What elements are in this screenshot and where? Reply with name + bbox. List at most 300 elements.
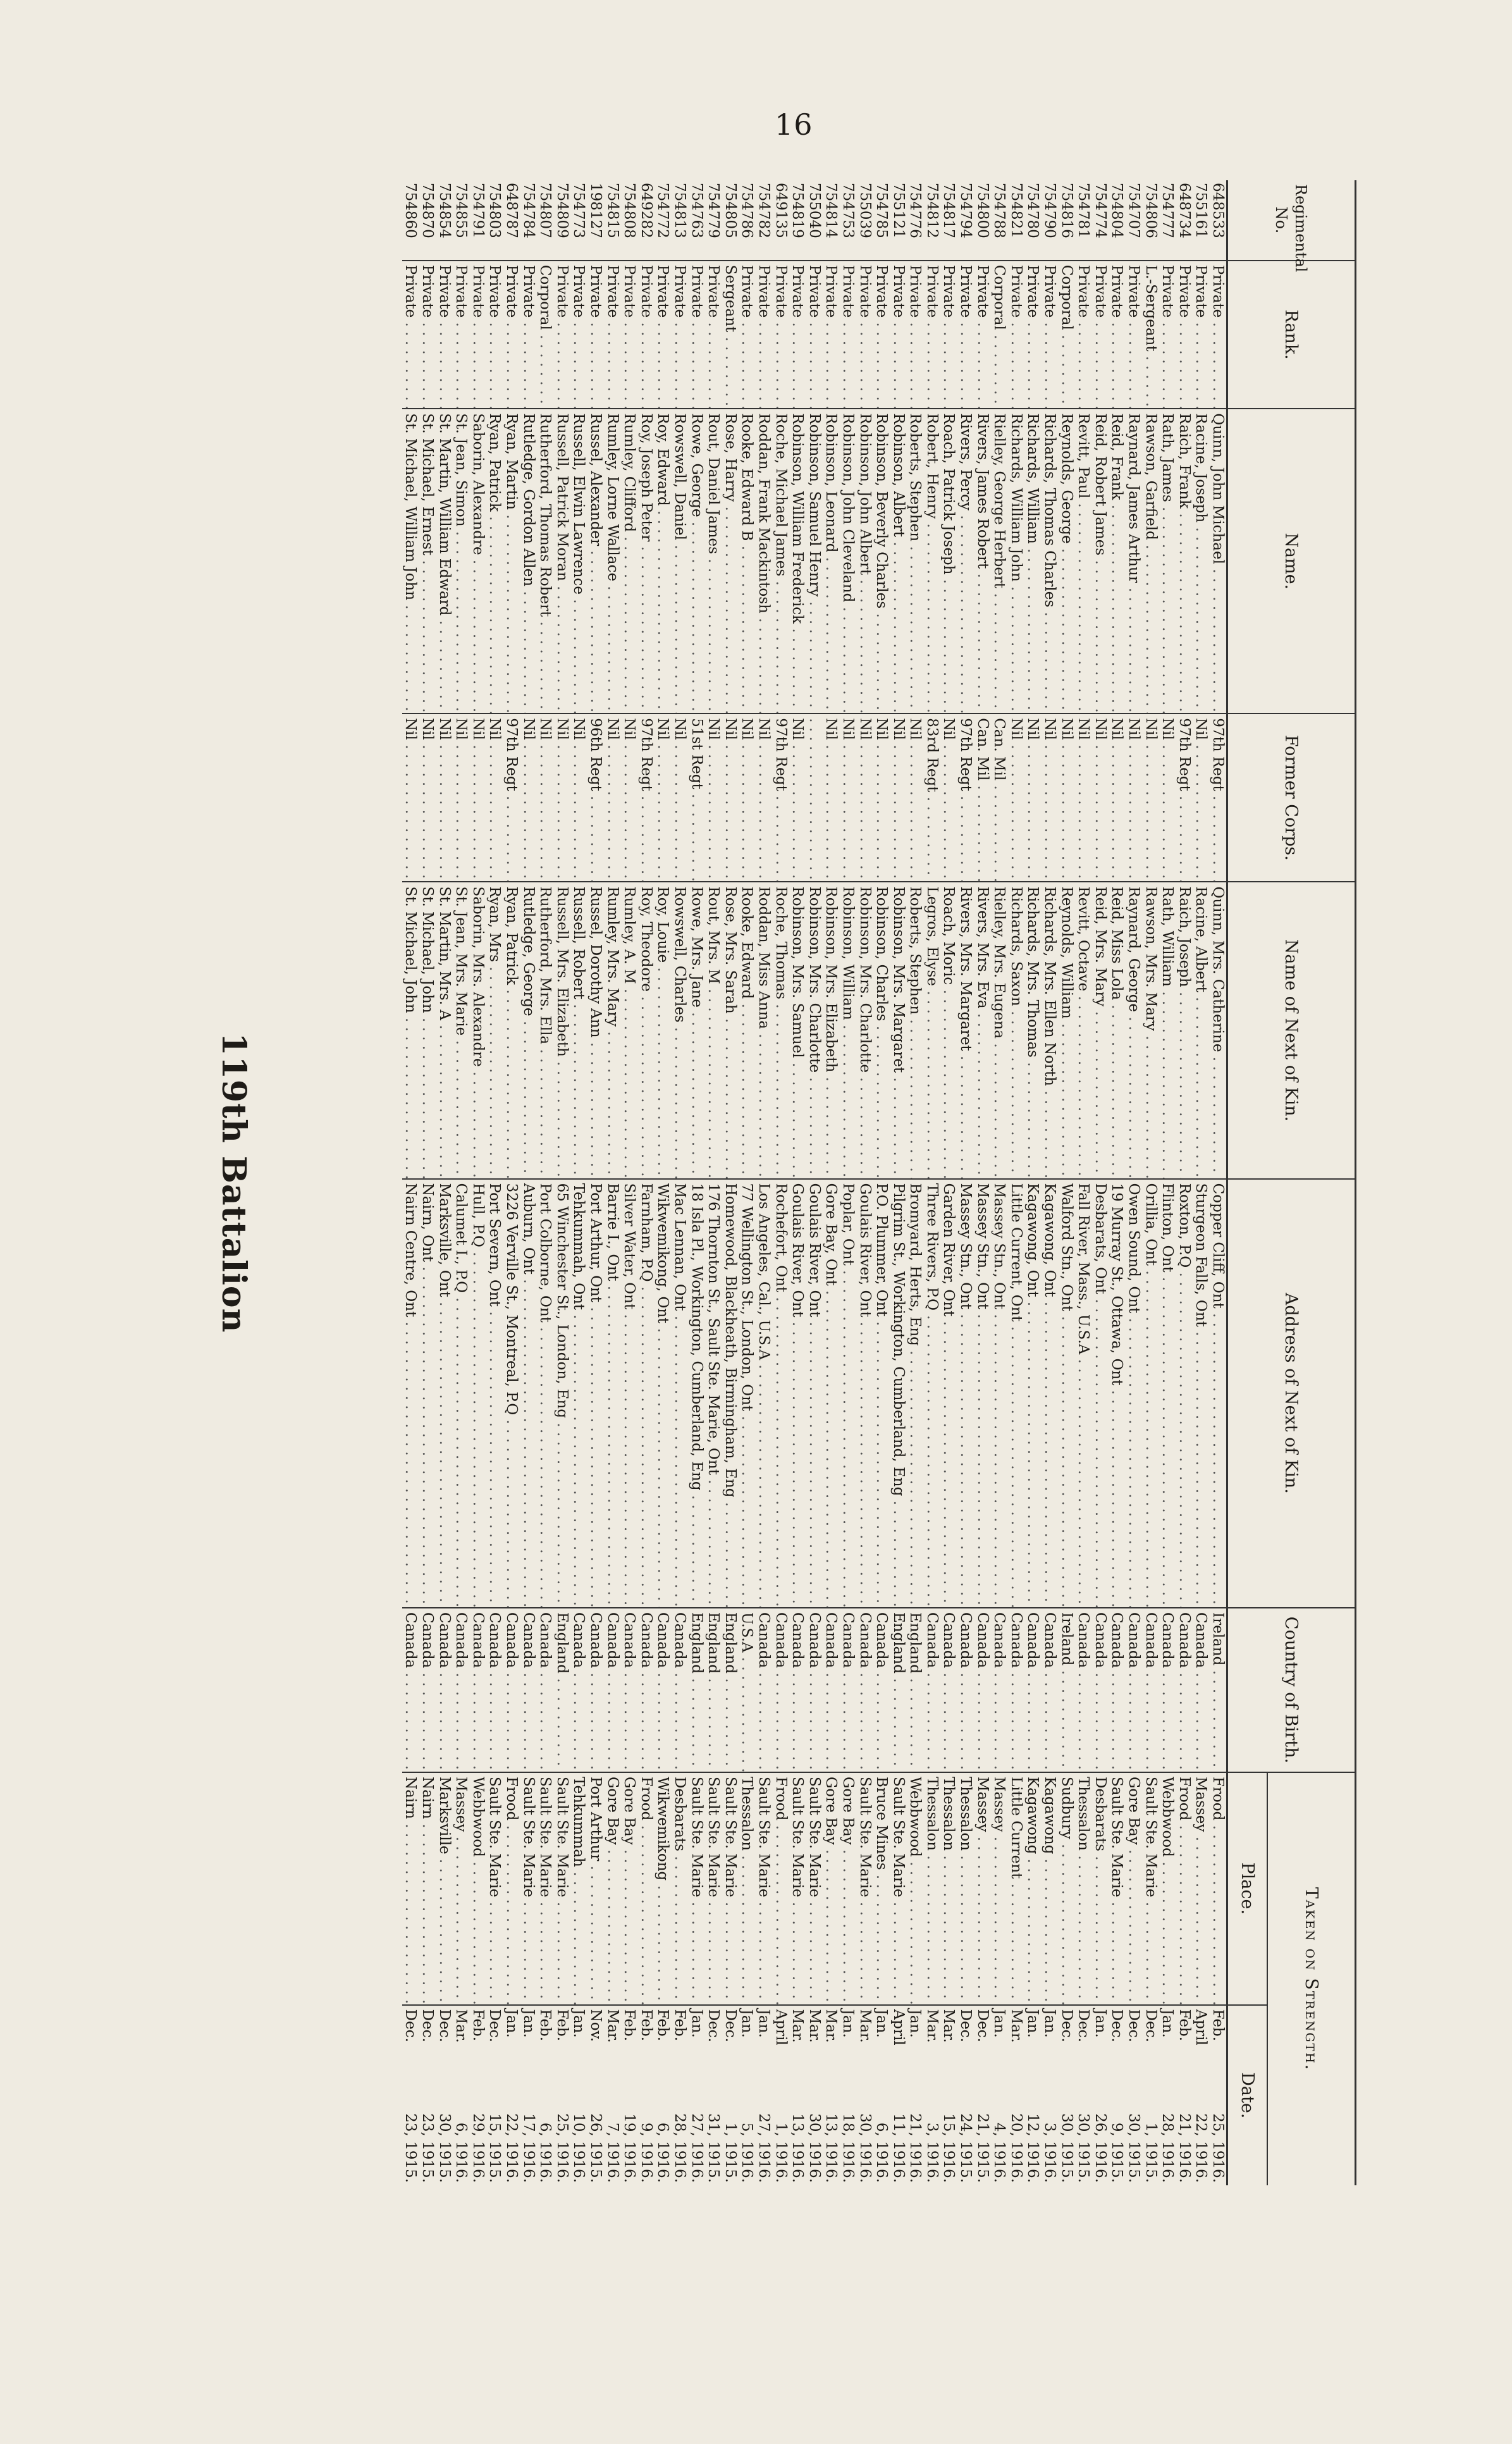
table-row [1109, 180, 1126, 2185]
regimental-no-cell: 754814 [823, 180, 840, 261]
date-cell [1142, 2005, 1159, 2185]
address-cell: 19 Murray St., Ottawa, Ont . . . [1109, 1179, 1126, 1608]
date-day-year: 9, 1916. [637, 2122, 655, 2183]
place-cell: Sault Ste. Marie . . . [553, 1772, 570, 2005]
date-cell [1193, 2005, 1210, 2185]
regimental-no-cell: 649282 [637, 180, 655, 261]
date-day-year: 23, 1915. [419, 2113, 436, 2183]
rank-cell: Private . . . [907, 261, 924, 409]
next-of-kin-cell: Robinson, Mrs. Samuel . . . [789, 882, 806, 1178]
name-cell: Revitt, Paul . . . [1075, 409, 1092, 713]
name-cell: Rout, Daniel James . . . [705, 409, 722, 713]
roster-table [402, 180, 1356, 2185]
name-cell: Rooke, Edward B . . . [739, 409, 756, 713]
place-cell: Nairn . . . [402, 1772, 419, 2005]
rank-cell: Private . . . [1209, 261, 1227, 409]
table-row [823, 180, 840, 2185]
regimental-no-cell: 754790 [1041, 180, 1058, 261]
table-row [419, 180, 436, 2185]
date-cell [604, 2005, 621, 2185]
regimental-no-cell: 648734 [1176, 180, 1193, 261]
former-corps-cell: Nil . . . [839, 713, 856, 882]
former-corps-cell: Nil . . . [890, 713, 907, 882]
name-cell: Russell, Elwin Lawrence . . . [570, 409, 587, 713]
next-of-kin-cell: Raich, Joseph . . . [1176, 882, 1193, 1178]
name-cell: Rutledge, Gordon Allen . . . [520, 409, 537, 713]
date-cell [739, 2005, 756, 2185]
date-month: Jan. [688, 2009, 705, 2038]
table-row [772, 180, 789, 2185]
next-of-kin-cell: Rutledge, George . . . [520, 882, 537, 1178]
name-cell: Rivers, James Robert . . . [974, 409, 991, 713]
rank-cell: Private . . . [671, 261, 688, 409]
address-cell: Kagawong, Ont . . . [1041, 1179, 1058, 1608]
date-day-year: 21, 1916. [1176, 2113, 1193, 2183]
next-of-kin-cell: Racine, Albert . . . [1193, 882, 1210, 1178]
name-cell: Russel, Alexander . . . [587, 409, 604, 713]
place-cell: Webbwood . . . [1159, 1772, 1176, 2005]
regimental-no-cell: 198127 [587, 180, 604, 261]
rank-cell: Private . . . [823, 261, 840, 409]
country-cell: England . . . [907, 1608, 924, 1772]
table-row [453, 180, 470, 2185]
next-of-kin-cell: St. Martin, Mrs. A . . . [436, 882, 453, 1178]
regimental-no-cell: 648787 [503, 180, 520, 261]
rank-cell: Private . . . [486, 261, 503, 409]
name-cell: Robinson, Albert . . . [890, 409, 907, 713]
date-month: Feb. [621, 2009, 638, 2042]
regimental-no-cell: 755040 [806, 180, 823, 261]
address-cell: Three Rivers, P.Q . . . [923, 1179, 940, 1608]
place-cell: Kagawong . . . [1024, 1772, 1042, 2005]
table-row [604, 180, 621, 2185]
date-day-year: 20, 1916. [1007, 2113, 1024, 2183]
regimental-no-cell: 754816 [1058, 180, 1075, 261]
date-day-year: 12, 1916. [1024, 2113, 1042, 2183]
name-cell: Robinson, John Cleveland . . . [839, 409, 856, 713]
country-cell: Canada . . . [469, 1608, 486, 1772]
country-cell: Canada . . . [402, 1608, 419, 1772]
date-cell [890, 2005, 907, 2185]
address-cell: Massey Stn., Ont . . . [974, 1179, 991, 1608]
address-cell: Little Current, Ont . . . [1007, 1179, 1024, 1608]
country-cell: Canada . . . [772, 1608, 789, 1772]
rank-cell: Private . . . [453, 261, 470, 409]
place-cell: Frood . . . [503, 1772, 520, 2005]
address-cell: Wikwemikong, Ont . . . [655, 1179, 672, 1608]
rank-cell: Private . . . [974, 261, 991, 409]
table-row [1159, 180, 1176, 2185]
country-cell: Canada . . . [453, 1608, 470, 1772]
date-cell [419, 2005, 436, 2185]
next-of-kin-cell: Quinn, Mrs. Catherine . . . [1209, 882, 1227, 1178]
rank-cell: Private . . . [503, 261, 520, 409]
country-cell: Canada . . . [1024, 1608, 1042, 1772]
date-day-year: 23, 1915. [402, 2113, 419, 2183]
name-cell: Rivers, Percy . . . [957, 409, 974, 713]
next-of-kin-cell: Richards, Mrs. Ellen North . . . [1041, 882, 1058, 1178]
rank-cell: Private . . . [469, 261, 486, 409]
place-cell: Desbarats . . . [671, 1772, 688, 2005]
address-cell: Port Arthur, Ont . . . [587, 1179, 604, 1608]
date-month: April [890, 2009, 907, 2046]
address-cell: Los Angeles, Cal., U.S.A . . . [755, 1179, 772, 1608]
place-cell: Sault Ste. Marie . . . [722, 1772, 739, 2005]
next-of-kin-cell: Legros, Elyse . . . [923, 882, 940, 1178]
place-cell: Frood . . . [637, 1772, 655, 2005]
date-day-year: 27, 1916. [755, 2113, 772, 2183]
date-cell [839, 2005, 856, 2185]
rank-cell: Private . . . [755, 261, 772, 409]
date-month: Feb. [672, 2009, 688, 2042]
date-cell [587, 2005, 604, 2185]
address-cell: Barrie I., Ont . . . [604, 1179, 621, 1608]
country-cell: Canada . . . [806, 1608, 823, 1772]
next-of-kin-cell: Roy, Louie . . . [655, 882, 672, 1178]
place-cell: Port Arthur . . . [587, 1772, 604, 2005]
former-corps-cell: Nil . . . [1075, 713, 1092, 882]
table-row [537, 180, 554, 2185]
table-row [1209, 180, 1227, 2185]
table-row [722, 180, 739, 2185]
former-corps-cell: 97th Regt . . . [637, 713, 655, 882]
date-day-year: 5, 1916. [739, 2122, 756, 2183]
name-cell: Rawson, Garfield . . . [1142, 409, 1159, 713]
name-cell: Richards, William John . . . [1007, 409, 1024, 713]
table-row [570, 180, 587, 2185]
date-month: Feb. [1210, 2009, 1226, 2042]
date-cell [503, 2005, 520, 2185]
date-cell [957, 2005, 974, 2185]
date-day-year: 13, 1916. [823, 2113, 840, 2183]
former-corps-cell: Nil . . . [856, 713, 873, 882]
date-month: Jan. [991, 2009, 1008, 2038]
country-cell: Canada . . . [587, 1608, 604, 1772]
rank-cell: Private . . . [772, 261, 789, 409]
date-month: Feb. [469, 2009, 486, 2042]
country-cell: Canada . . . [991, 1608, 1008, 1772]
address-cell: Walford Stn., Ont . . . [1058, 1179, 1075, 1608]
next-of-kin-cell: Russel, Dorothy Ann . . . [587, 882, 604, 1178]
address-cell: Calumet I., P.Q . . . [453, 1179, 470, 1608]
country-cell: Canada . . . [873, 1608, 890, 1772]
date-day-year: 28, 1916. [1159, 2113, 1176, 2183]
table-row [1142, 180, 1159, 2185]
former-corps-cell [806, 713, 823, 882]
country-cell: Canada . . . [570, 1608, 587, 1772]
former-corps-cell: Can. Mil . . . [974, 713, 991, 882]
table-row [991, 180, 1008, 2185]
country-cell: Canada . . . [923, 1608, 940, 1772]
date-month: Mar. [940, 2009, 957, 2043]
regimental-no-cell: 754753 [839, 180, 856, 261]
date-cell [789, 2005, 806, 2185]
date-cell [1091, 2005, 1109, 2185]
former-corps-cell: Nil . . . [789, 713, 806, 882]
date-month: Feb. [553, 2009, 570, 2042]
regimental-no-cell: 754772 [655, 180, 672, 261]
place-cell: Sault Ste. Marie . . . [856, 1772, 873, 2005]
date-day-year: 26, 1916. [1091, 2113, 1109, 2183]
country-cell: Canada . . . [940, 1608, 957, 1772]
name-cell: Richards, Thomas Charles . . . [1041, 409, 1058, 713]
place-cell: Sault Ste. Marie . . . [688, 1772, 705, 2005]
next-of-kin-cell: Rawson, Mrs. Mary . . . [1142, 882, 1159, 1178]
country-cell: Canada . . . [486, 1608, 503, 1772]
former-corps-cell: Can. Mil . . . [991, 713, 1008, 882]
name-cell: Raynard, James Arthur . . . [1125, 409, 1142, 713]
date-day-year: 15, 1915. [486, 2113, 503, 2183]
date-month: Jan. [839, 2009, 856, 2038]
place-cell: Gore Bay . . . [823, 1772, 840, 2005]
regimental-no-cell: 754821 [1007, 180, 1024, 261]
next-of-kin-cell: Robinson, Mrs. Elizabeth . . . [823, 882, 840, 1178]
regimental-no-cell: 754782 [755, 180, 772, 261]
name-cell: Roy, Edward . . . [655, 409, 672, 713]
country-cell: Canada . . . [671, 1608, 688, 1772]
regimental-no-cell: 754812 [923, 180, 940, 261]
table-row [705, 180, 722, 2185]
name-cell: Roche, Michael James . . . [772, 409, 789, 713]
regimental-no-cell: 754707 [1125, 180, 1142, 261]
next-of-kin-cell: Rath, William . . . [1159, 882, 1176, 1178]
former-corps-cell: 83rd Regt . . . [923, 713, 940, 882]
regimental-no-cell: 754806 [1142, 180, 1159, 261]
next-of-kin-cell: Reid, Mrs. Mary . . . [1091, 882, 1109, 1178]
regimental-no-cell: 754817 [940, 180, 957, 261]
name-cell: Raich, Frank . . . [1176, 409, 1193, 713]
table-row [940, 180, 957, 2185]
date-day-year: 29, 1916. [469, 2113, 486, 2183]
next-of-kin-cell: Ryan, Patrick . . . [503, 882, 520, 1178]
date-month: Dec. [1075, 2009, 1092, 2042]
date-month: Jan. [755, 2009, 772, 2038]
date-month: Jan. [907, 2009, 924, 2038]
place-cell: Wikwemikong . . . [655, 1772, 672, 2005]
table-row [890, 180, 907, 2185]
date-cell [1109, 2005, 1126, 2185]
country-cell: Canada . . . [755, 1608, 772, 1772]
regimental-no-cell: 649135 [772, 180, 789, 261]
date-day-year: 30, 1915. [1058, 2113, 1075, 2183]
former-corps-cell: Nil . . . [621, 713, 638, 882]
rank-cell: Private . . . [1091, 261, 1109, 409]
regimental-no-cell: 754781 [1075, 180, 1092, 261]
date-cell [671, 2005, 688, 2185]
address-cell: Owen Sound, Ont . . . [1125, 1179, 1142, 1608]
name-cell: Reid, Robert James . . . [1091, 409, 1109, 713]
next-of-kin-cell: Robinson, Mrs. Charlotte . . . [856, 882, 873, 1178]
date-month: Feb. [1176, 2009, 1193, 2042]
regimental-no-cell: 754860 [402, 180, 419, 261]
date-day-year: 25, 1916. [553, 2113, 570, 2183]
country-cell: England . . . [890, 1608, 907, 1772]
name-cell: Robinson, Beverly Charles . . . [873, 409, 890, 713]
address-cell: Kagawong, Ont . . . [1024, 1179, 1042, 1608]
name-cell: Rumley, Clifford . . . [621, 409, 638, 713]
address-cell: Mac Lennan, Ont . . . [671, 1179, 688, 1608]
table-row [789, 180, 806, 2185]
former-corps-cell: 97th Regt . . . [957, 713, 974, 882]
former-corps-cell: Nil . . . [755, 713, 772, 882]
date-cell [907, 2005, 924, 2185]
next-of-kin-cell: Revitt, Octave . . . [1075, 882, 1092, 1178]
former-corps-cell: Nil . . . [419, 713, 436, 882]
table-row [637, 180, 655, 2185]
regimental-no-cell: 754785 [873, 180, 890, 261]
place-cell: Sault Ste. Marie . . . [705, 1772, 722, 2005]
address-cell: Sturgeon Falls, Ont . . . [1193, 1179, 1210, 1608]
name-cell: Rowe, George . . . [688, 409, 705, 713]
table-row [873, 180, 890, 2185]
name-cell: Reid, Frank . . . [1109, 409, 1126, 713]
name-cell: Robert, Henry . . . [923, 409, 940, 713]
address-cell: Poplar, Ont . . . [839, 1179, 856, 1608]
place-cell: Thessalon . . . [957, 1772, 974, 2005]
name-cell: Reynolds, George . . . [1058, 409, 1075, 713]
date-cell [705, 2005, 722, 2185]
country-cell: Canada . . . [637, 1608, 655, 1772]
regimental-no-cell: 754800 [974, 180, 991, 261]
table-row [1007, 180, 1024, 2185]
header-name: Name. [1227, 409, 1356, 713]
next-of-kin-cell: Reynolds, William . . . [1058, 882, 1075, 1178]
rank-cell: Private . . . [856, 261, 873, 409]
rank-cell: Private . . . [553, 261, 570, 409]
date-month: Feb. [537, 2009, 554, 2042]
rank-cell: Corporal . . . [537, 261, 554, 409]
next-of-kin-cell: St. Michael, John . . . [419, 882, 436, 1178]
place-cell: Gore Bay . . . [1125, 1772, 1142, 2005]
date-day-year: 11, 1916. [890, 2113, 907, 2183]
next-of-kin-cell: Rowswell, Charles . . . [671, 882, 688, 1178]
place-cell: Sault Ste. Marie . . . [1109, 1772, 1126, 2005]
table-row [839, 180, 856, 2185]
former-corps-cell: Nil . . . [1041, 713, 1058, 882]
date-month: Mar. [806, 2009, 823, 2043]
rank-cell: Private . . . [1041, 261, 1058, 409]
place-cell: Sault Ste. Marie . . . [486, 1772, 503, 2005]
name-cell: St. Michael, William John . . . [402, 409, 419, 713]
header-country: Country of Birth. [1227, 1608, 1356, 1772]
name-cell: Roberts, Stephen . . . [907, 409, 924, 713]
regimental-no-cell: 754870 [419, 180, 436, 261]
date-cell [823, 2005, 840, 2185]
rank-cell: Private . . . [890, 261, 907, 409]
date-month: Jan. [1024, 2009, 1042, 2038]
place-cell: Little Current . . . [1007, 1772, 1024, 2005]
next-of-kin-cell: Rumley, Mrs. Mary . . . [604, 882, 621, 1178]
date-month: Feb. [655, 2009, 672, 2042]
place-cell: Thessalon . . . [940, 1772, 957, 2005]
table-row [621, 180, 638, 2185]
country-cell: Canada . . . [1193, 1608, 1210, 1772]
date-cell [1058, 2005, 1075, 2185]
date-month: Mar. [823, 2009, 840, 2043]
date-cell [1125, 2005, 1142, 2185]
country-cell: Canada . . . [856, 1608, 873, 1772]
date-cell [655, 2005, 672, 2185]
date-month: Dec. [722, 2009, 739, 2042]
table-row [1058, 180, 1075, 2185]
date-day-year: 22, 1916. [503, 2113, 520, 2183]
date-day-year: 24, 1915. [957, 2113, 974, 2183]
rank-cell: Private . . . [873, 261, 890, 409]
date-month: Jan. [1042, 2009, 1059, 2038]
date-day-year: 7, 1916. [604, 2122, 621, 2183]
table-row [1024, 180, 1042, 2185]
address-cell: 176 Thornton St., Sault Ste. Marie, Ont . . . [705, 1179, 722, 1608]
date-month: April [1193, 2009, 1210, 2046]
next-of-kin-cell: Rose, Mrs. Sarah . . . [722, 882, 739, 1178]
regimental-no-cell: 754815 [604, 180, 621, 261]
next-of-kin-cell: Roy, Theodore . . . [637, 882, 655, 1178]
header-rank: Rank. [1227, 261, 1356, 409]
name-cell: St. Martin, William Edward . . . [436, 409, 453, 713]
name-cell: Saborin, Alexandre . . . [469, 409, 486, 713]
regimental-no-cell: 754807 [537, 180, 554, 261]
next-of-kin-cell: Rivers, Mrs. Margaret . . . [957, 882, 974, 1178]
table-row [923, 180, 940, 2185]
former-corps-cell: Nil . . . [604, 713, 621, 882]
date-cell [436, 2005, 453, 2185]
date-cell [974, 2005, 991, 2185]
date-cell [486, 2005, 503, 2185]
rank-cell: Private . . . [688, 261, 705, 409]
address-cell: Hull, P.Q . . . [469, 1179, 486, 1608]
rank-cell: Private . . . [436, 261, 453, 409]
place-cell: Sault Ste. Marie . . . [789, 1772, 806, 2005]
name-cell: Rath, James . . . [1159, 409, 1176, 713]
name-cell: Ryan, Patrick . . . [486, 409, 503, 713]
address-cell: 18 Isla Pl., Workington, Cumberland, Eng . . . [688, 1179, 705, 1608]
rank-cell: Private . . . [839, 261, 856, 409]
name-cell: Rielley, George Herbert . . . [991, 409, 1008, 713]
former-corps-cell: Nil . . . [1125, 713, 1142, 882]
header-regimental-no: Regimental No. [1227, 180, 1356, 261]
address-cell: Rochefort, Ont . . . [772, 1179, 789, 1608]
place-cell: Frood . . . [1176, 1772, 1193, 2005]
date-cell [1007, 2005, 1024, 2185]
regimental-no-cell: 754786 [739, 180, 756, 261]
date-day-year: 30, 1915. [436, 2113, 453, 2183]
address-cell: Copper Cliff, Ont . . . [1209, 1179, 1227, 1608]
address-cell: Goulais River, Ont . . . [856, 1179, 873, 1608]
header-former-corps: Former Corps. [1227, 713, 1356, 882]
country-cell: Canada . . . [1125, 1608, 1142, 1772]
address-cell: Marksville, Ont . . . [436, 1179, 453, 1608]
date-month: Dec. [1109, 2009, 1126, 2042]
next-of-kin-cell: Ryan, Mrs . . . [486, 882, 503, 1178]
date-day-year: 6, 1916. [453, 2122, 470, 2183]
next-of-kin-cell: Rutherford, Mrs. Ella . . . [537, 882, 554, 1178]
country-cell: Canada . . . [789, 1608, 806, 1772]
country-cell: U.S.A . . . [739, 1608, 756, 1772]
next-of-kin-cell: Reid, Miss Lola . . . [1109, 882, 1126, 1178]
former-corps-cell: Nil . . . [537, 713, 554, 882]
date-cell [755, 2005, 772, 2185]
country-cell: Ireland . . . [1058, 1608, 1075, 1772]
date-month: Mar. [604, 2009, 621, 2043]
name-cell: Roddan, Frank Mackintosh . . . [755, 409, 772, 713]
date-day-year: 4, 1916. [991, 2122, 1008, 2183]
date-day-year: 13, 1916. [789, 2113, 806, 2183]
address-cell: Goulais River, Ont . . . [806, 1179, 823, 1608]
table-row [520, 180, 537, 2185]
table-row [1075, 180, 1092, 2185]
address-cell: Goulais River, Ont . . . [789, 1179, 806, 1608]
address-cell: Homewood, Blackheath, Birmingham, Eng . . . [722, 1179, 739, 1608]
